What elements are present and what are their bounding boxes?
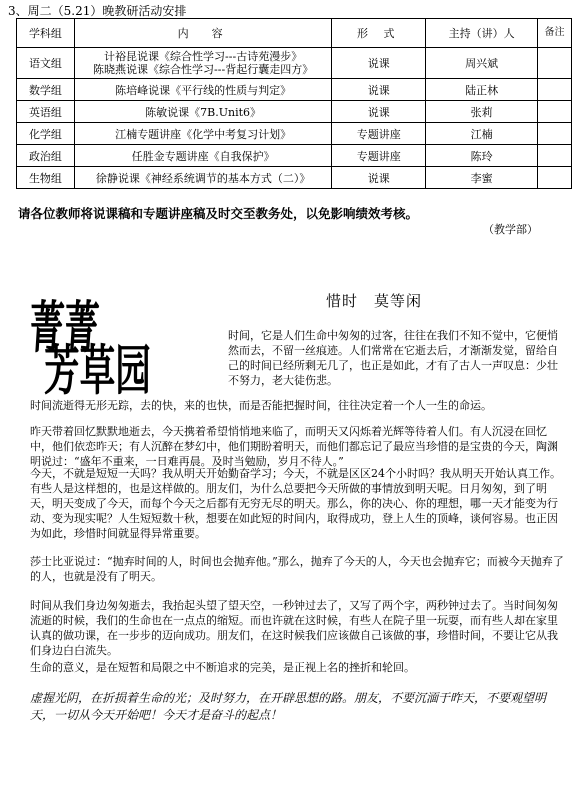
table-row (17, 101, 572, 123)
content-line: 计裕昆说课《综合性学习---古诗苑漫步》 (104, 50, 303, 63)
article-paragraph: 莎士比亚说过：“抛弃时间的人，时间也会抛弃他。”那么，抛弃了今天的人，今天也会抛弃它；而被今天抛弃了的人，也就是没有了明天。 (30, 555, 564, 583)
decorative-title (26, 284, 222, 402)
cell-content: 江楠专题讲座《化学中考复习计划》 (74, 123, 332, 145)
decorative-title-line2: 芳草园 (44, 339, 151, 402)
table-row (17, 145, 572, 167)
article-paragraph: 时间从我们身边匆匆逝去，我抬起头望了望天空，一秒钟过去了，又写了两个字，两秒钟过去了。当时间匆匆流逝的时候，我们的生命也在一点点的缩短。而也许就在这时候，有些人在院子里一玩耍，而有些人却在家里认真的做功课，在一步步的迈向成功。朋友们，在这时候我们应该做自己该做的事，珍惜时间，不要让它从我们身边白白流失。 (30, 599, 558, 657)
article-intro: 时间，它是人们生命中匆匆的过客，往往在我们不知不觉中，它便悄然而去，不留一丝痕迹。人们常常在它逝去后，才渐渐发觉，留给自己的时间已经所剩无几了，也正是如此，才有了古人一声叹息：少壮不努力，老大徒伤悲。 (228, 329, 558, 387)
cell-form: 说课 (332, 167, 426, 189)
cell-content: 陈培峰说课《平行线的性质与判定》 (74, 79, 332, 101)
header-note: 备注 (537, 19, 571, 48)
cell-form: 专题讲座 (332, 145, 426, 167)
cell-host: 张莉 (426, 101, 538, 123)
schedule-table (16, 18, 572, 189)
article-paragraph: 昨天带着回忆默默地逝去，今天携着希望悄悄地来临了，而明天又闪烁着光辉等待着人们。有人沉浸在回忆中，他们依恋昨天；有人沉醉在梦幻中，他们期盼着明天，而他们都忘记了最应当珍惜的是宝贵的今天，陶渊明说过：“盛年不重来，一日难再晨。及时当勉励，岁月不待人。” (30, 425, 558, 468)
department-signature: （教学部） (483, 223, 538, 236)
cell-content: 徐静说课《神经系统调节的基本方式（二）》 (74, 167, 332, 189)
cell-group: 数学组 (17, 79, 75, 101)
cell-form: 说课 (332, 79, 426, 101)
submission-notice: 请各位教师将说课稿和专题讲座稿及时交至教务处，以免影响绩效考核。 (18, 206, 419, 221)
cell-form: 专题讲座 (332, 123, 426, 145)
cell-form: 说课 (332, 101, 426, 123)
article-title: 惜时 莫等闲 (326, 292, 423, 310)
article-paragraph: 时间流逝得无形无踪，去的快，来的也快，而是否能把握时间，往往决定着一个人一生的命运。 (30, 399, 492, 412)
cell-note (537, 123, 571, 145)
cell-host: 陆正林 (426, 79, 538, 101)
cell-group: 英语组 (17, 101, 75, 123)
article-paragraph: 生命的意义，是在短暂和局限之中不断追求的完美，是正视上名的挫折和轮回。 (30, 661, 415, 674)
cell-content: 任胜金专题讲座《自我保护》 (74, 145, 332, 167)
header-group: 学科组 (17, 19, 75, 48)
header-host: 主持（讲）人 (426, 19, 538, 48)
article-closing: 虚握光阴，在折损着生命的光；及时努力，在开辟思想的路。朋友，不要沉湎于昨天，不要观望明天，一切从今天开始吧！今天才是奋斗的起点！ (30, 691, 547, 722)
cell-group: 政治组 (17, 145, 75, 167)
cell-note (537, 101, 571, 123)
content-line: 陈晓燕说课《综合性学习---背起行囊走四方》 (93, 63, 314, 76)
cell-content: 陈敏说课《7B.Unit6》 (74, 101, 332, 123)
cell-host: 李蜜 (426, 167, 538, 189)
table-row (17, 123, 572, 145)
cell-host: 陈玲 (426, 145, 538, 167)
header-content: 内 容 (74, 19, 332, 48)
table-row (17, 79, 572, 101)
cell-group: 语文组 (17, 48, 75, 79)
cell-note (537, 145, 571, 167)
cell-content (74, 48, 332, 79)
table-row (17, 48, 572, 79)
decorative-title-line1: 菁菁 (26, 296, 101, 361)
cell-note (537, 167, 571, 189)
cell-host: 江楠 (426, 123, 538, 145)
cell-note (537, 48, 571, 79)
cell-host: 周兴斌 (426, 48, 538, 79)
article-paragraph: 今天，不就是短短一天吗？我从明天开始勤奋学习；今天，不就是区区24个小时吗？我从明天开始认真工作。有些人是这样想的，也是这样做的。朋友们，为什么总要把今天所做的事情放到明天呢。日月匆匆，到了明天，明天变成了今天，而每个今天之后都有无穷无尽的明天。那么，你的决心、你的理想，哪一天才能变为行动、变为现实呢？人生短短数十秋，想要在如此短的时间内，取得成功，登上人生的顶峰，谈何容易。也正因为如此，珍惜时间就显得异常重要。 (30, 467, 561, 540)
schedule-heading: 3、周二（5.21）晚教研活动安排 (8, 4, 187, 18)
table-row (17, 167, 572, 189)
cell-group: 生物组 (17, 167, 75, 189)
cell-group: 化学组 (17, 123, 75, 145)
header-form: 形 式 (332, 19, 426, 48)
cell-note (537, 79, 571, 101)
cell-form: 说课 (332, 48, 426, 79)
table-header-row (17, 19, 572, 48)
